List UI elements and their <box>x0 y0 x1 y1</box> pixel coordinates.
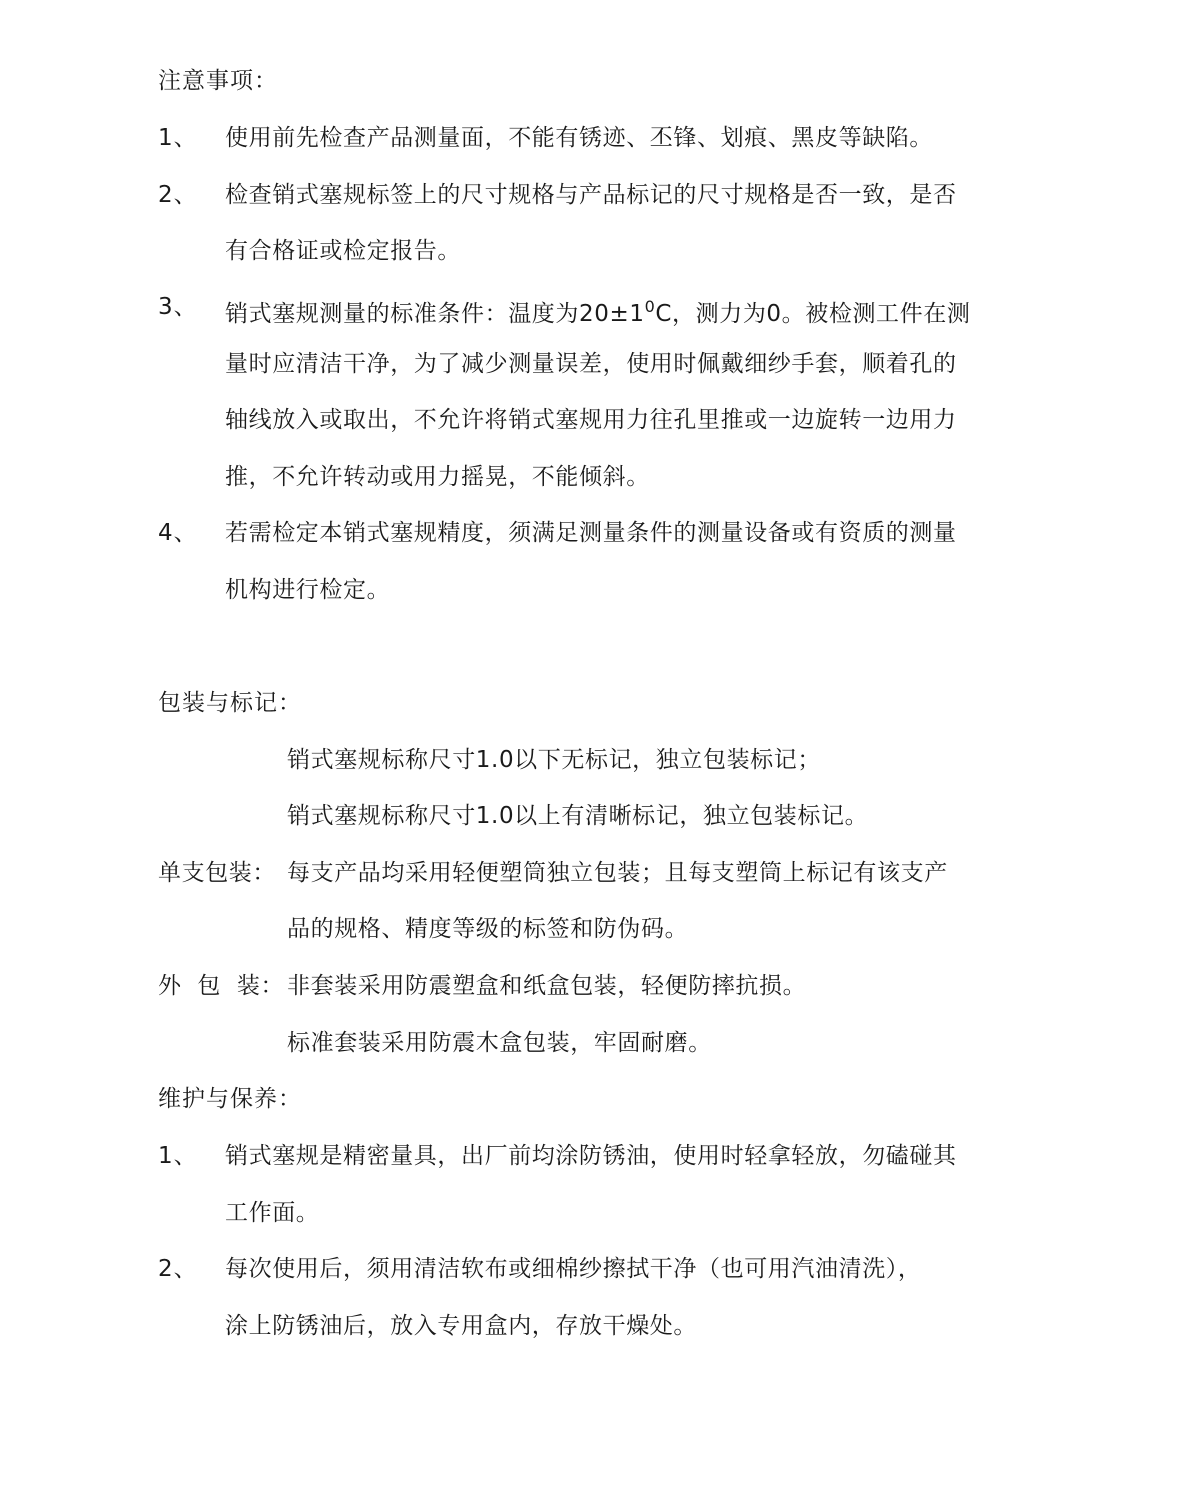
notes-item-4-line-2: 机构进行检定。 <box>225 577 391 603</box>
notes-heading: 注意事项： <box>158 68 278 94</box>
notes-item-1-number: 1、 <box>158 125 198 151</box>
maint-item-1-line-1: 销式塞规是精密量具，出厂前均涂防锈油，使用时轻拿轻放，勿磕碰其 <box>225 1143 957 1169</box>
force-condition-text: C，测力为0。被检测工件在测 <box>655 301 971 327</box>
notes-item-2-line-2: 有合格证或检定报告。 <box>225 238 461 264</box>
degree-superscript: 0 <box>644 297 656 316</box>
single-pack-label: 单支包装： <box>158 860 276 886</box>
maint-item-1-line-2: 工作面。 <box>225 1200 320 1226</box>
notes-item-4-line-1: 若需检定本销式塞规精度，须满足测量条件的测量设备或有资质的测量 <box>225 520 957 546</box>
notes-item-3-line-3: 轴线放入或取出，不允许将销式塞规用力往孔里推或一边旋转一边用力 <box>225 407 957 433</box>
maintenance-heading: 维护与保养： <box>158 1086 302 1112</box>
notes-item-3-line-4: 推，不允许转动或用力摇晃，不能倾斜。 <box>225 464 650 490</box>
notes-item-3-number: 3、 <box>158 294 198 320</box>
notes-item-1-line-1: 使用前先检查产品测量面，不能有锈迹、丕锋、划痕、黑皮等缺陷。 <box>225 125 933 151</box>
notes-item-2-number: 2、 <box>158 182 198 208</box>
notes-item-3-line-2: 量时应清洁干净，为了减少测量误差，使用时佩戴细纱手套，顺着孔的 <box>225 351 957 377</box>
notes-item-2-line-1: 检查销式塞规标签上的尺寸规格与产品标记的尺寸规格是否一致，是否 <box>225 182 957 208</box>
maint-item-2-line-2: 涂上防锈油后，放入专用盒内，存放干燥处。 <box>225 1313 697 1339</box>
maint-item-1-number: 1、 <box>158 1143 198 1169</box>
single-pack-line-2: 品的规格、精度等级的标签和防伪码。 <box>287 916 689 942</box>
outer-pack-label: 外 包 装： <box>158 973 285 999</box>
maint-item-2-number: 2、 <box>158 1256 198 1282</box>
notes-item-4-number: 4、 <box>158 520 198 546</box>
packaging-heading: 包装与标记： <box>158 690 302 716</box>
single-pack-line-1: 每支产品均采用轻便塑筒独立包装；且每支塑筒上标记有该支产 <box>287 860 948 886</box>
temp-condition-text: 销式塞规测量的标准条件：温度为20±1 <box>225 301 645 327</box>
maint-item-2-line-1: 每次使用后，须用清洁软布或细棉纱擦拭干净（也可用汽油清洗）， <box>225 1256 922 1282</box>
outer-pack-line-1: 非套装采用防震塑盒和纸盒包装，轻便防摔抗损。 <box>287 973 807 999</box>
outer-pack-line-2: 标准套装采用防震木盒包装，牢固耐磨。 <box>287 1030 712 1056</box>
notes-item-3-line-1 <box>225 292 970 329</box>
mark-line-1: 销式塞规标称尺寸1.0以下无标记，独立包装标记； <box>287 747 821 773</box>
mark-line-2: 销式塞规标称尺寸1.0以上有清晰标记，独立包装标记。 <box>287 803 869 829</box>
